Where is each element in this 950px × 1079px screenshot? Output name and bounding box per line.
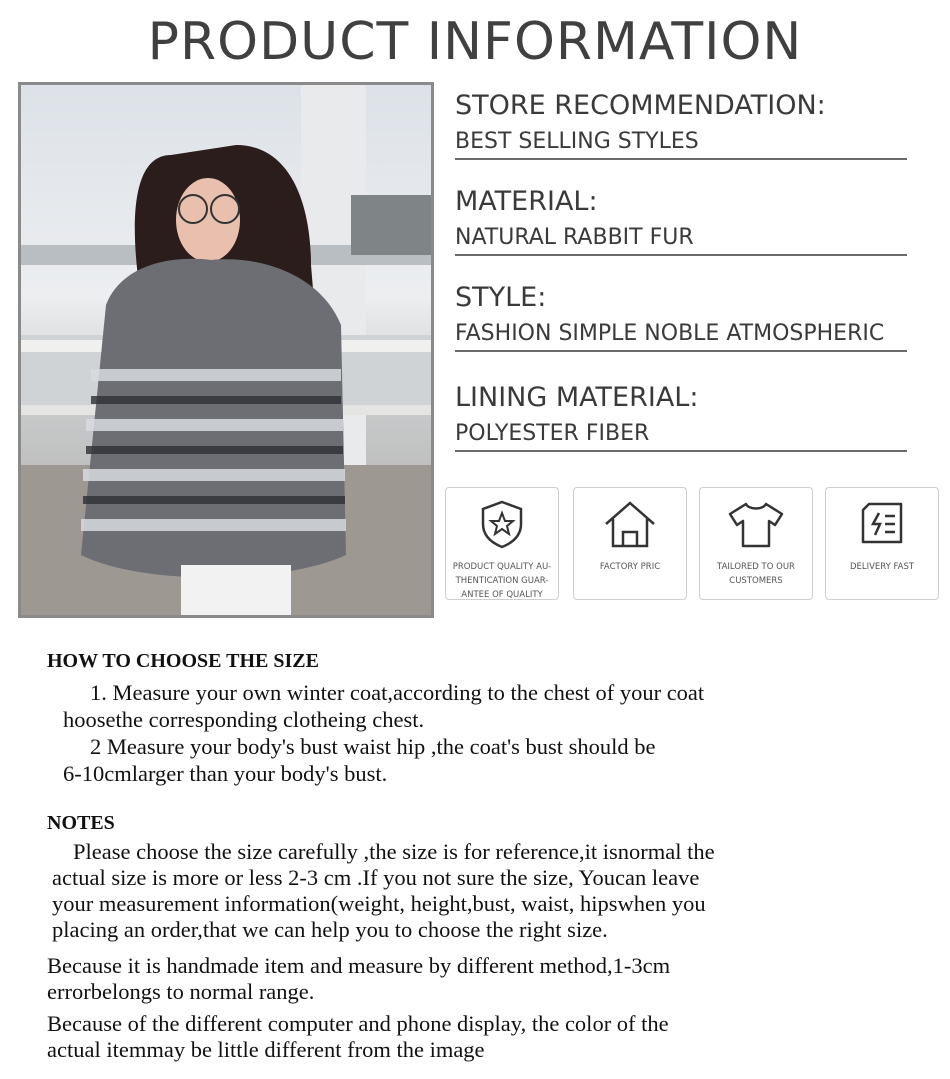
size-guide-heading: HOW TO CHOOSE THE SIZE — [47, 650, 319, 672]
spec-value: POLYESTER FIBER — [455, 421, 907, 452]
notes-paragraph-2: Because it is handmade item and measure by different method,1-3cm — [47, 953, 671, 978]
spec-lining-material — [455, 382, 910, 452]
spec-value: FASHION SIMPLE NOBLE ATMOSPHERIC — [455, 321, 907, 352]
spec-value: BEST SELLING STYLES — [455, 129, 907, 160]
notes-paragraph-1: Please choose the size carefully ,the size is for reference,it isnormal the — [73, 839, 715, 864]
notes-paragraph-3: Because of the different computer and phone display, the color of the — [47, 1011, 669, 1036]
notes-paragraph-1-line-4: placing an order,that we can help you to choose the right size. — [52, 917, 608, 942]
badge-quality — [445, 487, 559, 600]
notes-paragraph-2-line-2: errorbelongs to normal range. — [47, 979, 315, 1004]
spec-label: STYLE: — [455, 282, 547, 313]
size-guide-step-2-cont: 6-10cmlarger than your body's bust. — [63, 761, 388, 786]
spec-style — [455, 282, 910, 352]
badge-caption: FACTORY PRIC — [599, 562, 661, 572]
spec-label: LINING MATERIAL: — [455, 382, 699, 413]
delivery-icon — [855, 498, 909, 550]
tshirt-icon — [726, 498, 786, 550]
notes-heading: NOTES — [47, 812, 115, 834]
shield-star-icon — [476, 498, 528, 550]
notes-paragraph-1-line-3: your measurement information(weight, height,bust, waist, hipswhen you — [52, 891, 706, 916]
badge-caption: DELIVERY FAST — [849, 562, 915, 572]
spec-label: MATERIAL: — [455, 186, 598, 217]
size-guide-step-2: 2 Measure your body's bust waist hip ,the coat's bust should be — [90, 734, 656, 759]
notes-paragraph-1-line-2: actual size is more or less 2-3 cm .If you not sure the size, Youcan leave — [52, 865, 700, 890]
product-photo — [18, 82, 434, 618]
house-icon — [601, 498, 659, 550]
notes-paragraph-3-line-2: actual itemmay be little different from the image — [47, 1037, 485, 1062]
badge-caption: PRODUCT QUALITY AU-THENTICATION GUAR-ANTEE OF QUALITY — [452, 562, 552, 600]
badge-delivery — [825, 487, 939, 600]
badge-factory-price — [573, 487, 687, 600]
size-guide-section — [47, 650, 927, 787]
size-guide-step-1: 1. Measure your own winter coat,according to the chest of your coat — [90, 680, 705, 705]
badge-caption: TAILORED TO OUR CUSTOMERS — [717, 562, 795, 586]
spec-label: STORE RECOMMENDATION: — [455, 90, 826, 121]
feature-badges — [445, 487, 940, 602]
spec-value: NATURAL RABBIT FUR — [455, 225, 907, 256]
spec-material — [455, 186, 910, 256]
notes-section — [47, 812, 927, 1063]
badge-tailored — [699, 487, 813, 600]
page-title: PRODUCT INFORMATION — [147, 12, 803, 72]
model-in-fur-coat-image — [21, 85, 431, 615]
spec-store-recommendation — [455, 90, 910, 160]
size-guide-step-1-cont: hoosethe corresponding clotheing chest. — [63, 707, 425, 732]
